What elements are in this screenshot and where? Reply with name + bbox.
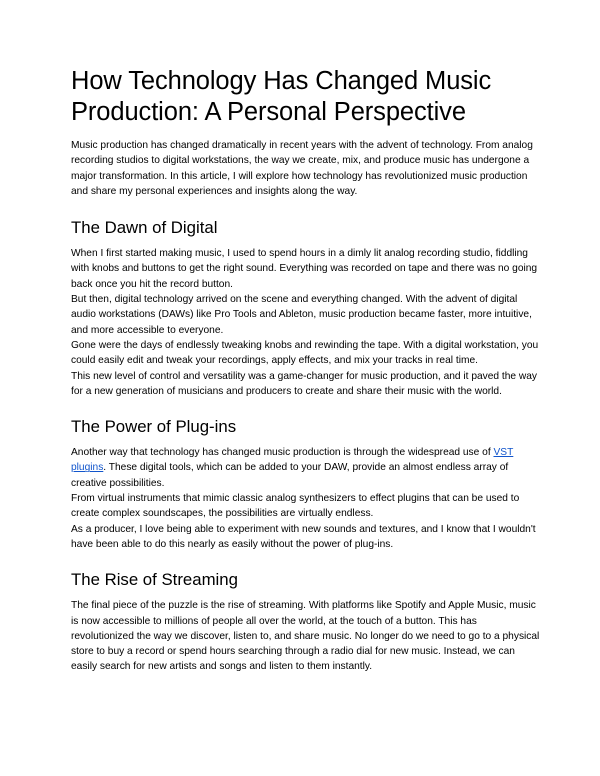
intro-paragraph: Music production has changed dramatically in recent years with the advent of technology. From analog recording studios to digital workstations, the way we create, mix, and produce music has undergone a major transformation. In this article, I will explore how technology has revolutionized music production and share my personal experiences and insights along the way. bbox=[71, 140, 533, 197]
paragraph-text: . These digital tools, which can be added to your DAW, provide an almost endless array of creative possibilities. bbox=[71, 462, 509, 489]
paragraph: Gone were the days of endlessly tweaking knobs and rewinding the tape. With a digital workstation, you could easily edit and tweak your recordings, apply effects, and mix your tracks in real time. bbox=[71, 339, 539, 367]
section-heading-rise-of-streaming: The Rise of Streaming bbox=[71, 570, 238, 590]
paragraph: This new level of control and versatility was a game-changer for music production, and it paved the way for a new generation of musicians and producers to create and share their music with the world. bbox=[71, 370, 538, 397]
paragraph-text: Another way that technology has changed music production is through the widespread use of bbox=[71, 447, 494, 459]
paragraph: As a producer, I love being able to experiment with new sounds and textures, and I know that I wouldn't have been able to do this nearly as easily without the power of plug-ins. bbox=[71, 523, 536, 550]
paragraph: From virtual instruments that mimic classic analog synthesizers to effect plugins that can be used to create complex soundscapes, the possibilities are virtually endless. bbox=[71, 493, 520, 520]
section-body-rise-of-streaming bbox=[71, 598, 540, 674]
section-heading-power-of-plugins: The Power of Plug-ins bbox=[71, 417, 237, 437]
paragraph-with-link bbox=[71, 445, 540, 491]
section-body-power-of-plugins bbox=[71, 445, 540, 552]
paragraph: The final piece of the puzzle is the rise of streaming. With platforms like Spotify and Apple Music, music is now accessible to millions of people all over the world, at the touch of a button. This has revolutionized the way we discover, listen to, and share music. No longer do we need to go to a physical store to buy a record or spend hours searching through a radio dial for new music. Instead, we can easily search for new artists and songs and listen to them instantly. bbox=[71, 600, 540, 673]
paragraph: When I first started making music, I used to spend hours in a dimly lit analog recording studio, fiddling with knobs and buttons to get the right sound. Everything was recorded on tape and there was no going back once you hit the record button. bbox=[71, 248, 538, 290]
vst-plugins-link[interactable]: VST plugins bbox=[71, 447, 514, 474]
page-title: How Technology Has Changed Music Production: A Personal Perspective bbox=[71, 67, 492, 126]
paragraph: But then, digital technology arrived on the scene and everything changed. With the advent of digital audio workstations (DAWs) like Pro Tools and Ableton, music production became faster, more intuitive, and more accessible to everyone. bbox=[71, 294, 532, 336]
section-heading-dawn-of-digital: The Dawn of Digital bbox=[71, 218, 218, 238]
section-body-dawn-of-digital bbox=[71, 246, 540, 399]
